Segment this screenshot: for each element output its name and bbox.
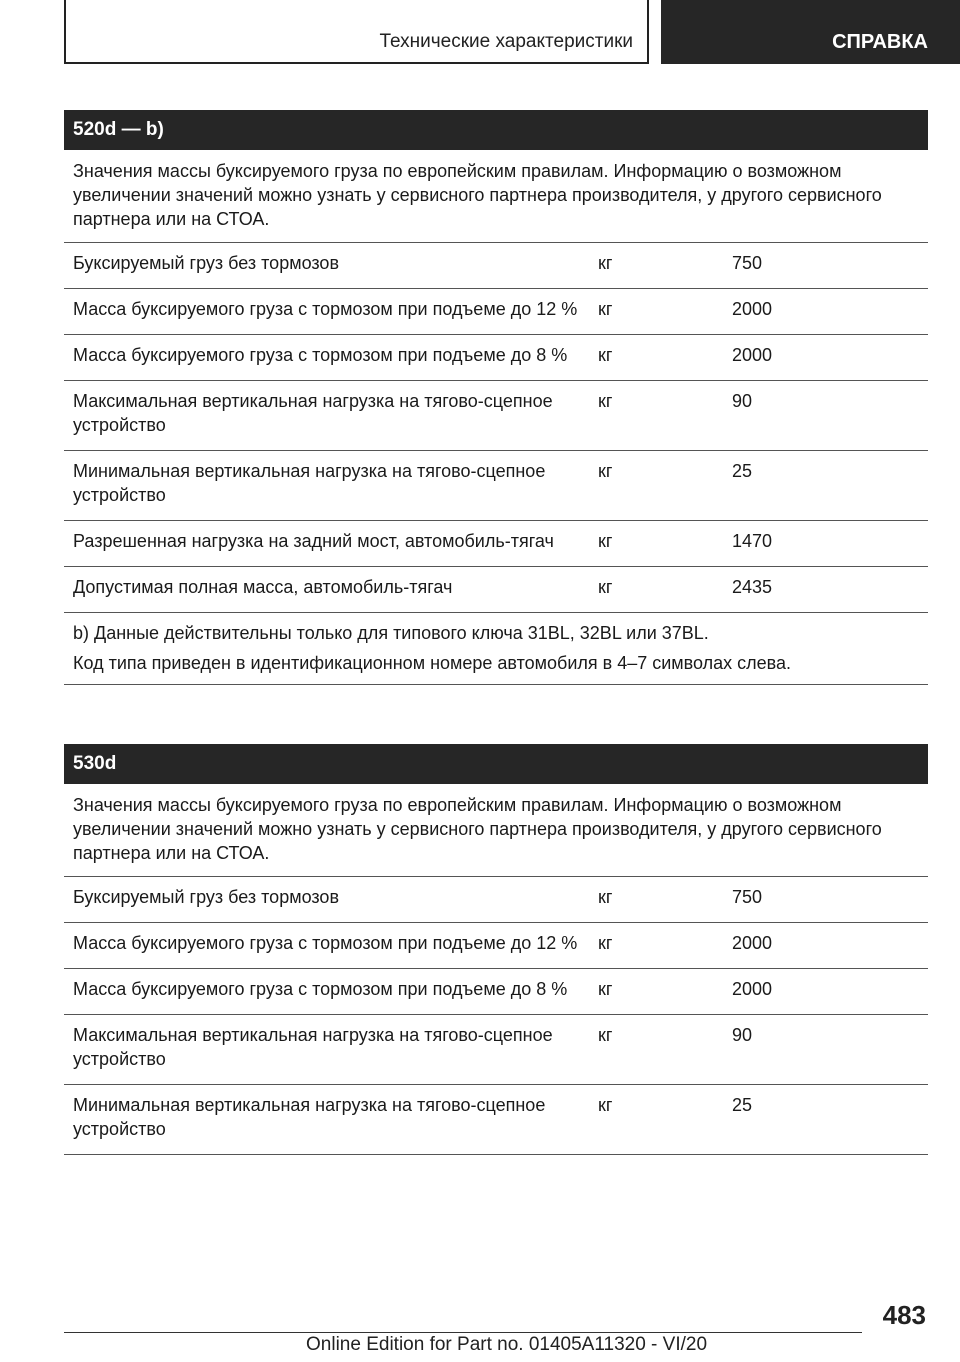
spec-label: Минимальная вертикальная нагрузка на тягово-сцепное устройство [64, 1085, 587, 1155]
section-heading: 520d — b) [64, 110, 928, 150]
table-row [64, 1015, 928, 1085]
header-chapter-tab [661, 0, 960, 64]
footer-divider [64, 1332, 862, 1333]
spec-table [64, 877, 928, 1155]
table-row [64, 335, 928, 381]
spec-table [64, 243, 928, 613]
spec-unit: кг [587, 969, 717, 1015]
header-chapter-title: СПРАВКА [832, 31, 928, 53]
spec-value: 2000 [717, 335, 928, 381]
table-row [64, 451, 928, 521]
spec-unit: кг [587, 923, 717, 969]
spec-value: 90 [717, 381, 928, 451]
spec-label: Масса буксируемого груза с тормозом при подъеме до 12 % [64, 289, 587, 335]
spec-unit: кг [587, 877, 717, 923]
table-row [64, 969, 928, 1015]
section-intro: Значения массы буксируемого груза по европейским правилам. Информацию о возможном увеличении значений можно узнать у сервисного партнера производителя, у другого сервисного партнера или на СТОА. [64, 784, 928, 877]
table-row [64, 289, 928, 335]
section-heading: 530d [64, 744, 928, 784]
spec-unit: кг [587, 521, 717, 567]
section-notes [64, 613, 928, 685]
section-intro: Значения массы буксируемого груза по европейским правилам. Информацию о возможном увеличении значений можно узнать у сервисного партнера производителя, у другого сервисного партнера или на СТОА. [64, 150, 928, 243]
spec-unit: кг [587, 567, 717, 613]
spec-value: 25 [717, 1085, 928, 1155]
table-row [64, 381, 928, 451]
page-number: 483 [882, 1300, 926, 1330]
table-row [64, 1085, 928, 1155]
spec-label: Буксируемый груз без тормозов [64, 243, 587, 289]
spec-unit: кг [587, 335, 717, 381]
spec-label: Буксируемый груз без тормозов [64, 877, 587, 923]
table-row [64, 923, 928, 969]
spec-label: Максимальная вертикальная нагрузка на тягово-сцепное устройство [64, 1015, 587, 1085]
spec-value: 2000 [717, 923, 928, 969]
table-row [64, 567, 928, 613]
spec-value: 2000 [717, 969, 928, 1015]
edition-footer: Online Edition for Part no. 01405A11320 - VI/20 [306, 1334, 708, 1355]
spec-label: Максимальная вертикальная нагрузка на тягово-сцепное устройство [64, 381, 587, 451]
spec-label: Допустимая полная масса, автомобиль-тягач [64, 567, 587, 613]
table-row [64, 243, 928, 289]
spec-value: 2435 [717, 567, 928, 613]
spec-label: Масса буксируемого груза с тормозом при подъеме до 8 % [64, 335, 587, 381]
spec-value: 25 [717, 451, 928, 521]
spec-unit: кг [587, 289, 717, 335]
spec-unit: кг [587, 381, 717, 451]
spec-label: Минимальная вертикальная нагрузка на тягово-сцепное устройство [64, 451, 587, 521]
spec-label: Разрешенная нагрузка на задний мост, автомобиль-тягач [64, 521, 587, 567]
footnote: b) Данные действительны только для типового ключа 31BL, 32BL или 37BL. [73, 623, 709, 643]
header-section-tab [64, 0, 649, 64]
spec-value: 2000 [717, 289, 928, 335]
spec-value: 750 [717, 243, 928, 289]
spec-section-520d [64, 110, 928, 685]
table-row [64, 521, 928, 567]
spec-unit: кг [587, 1015, 717, 1085]
spec-value: 90 [717, 1015, 928, 1085]
header-section-title: Технические характеристики [379, 31, 633, 52]
footnote: Код типа приведен в идентификационном номере автомобиля в 4–7 символах слева. [73, 653, 792, 673]
spec-section-530d [64, 744, 928, 1155]
spec-unit: кг [587, 243, 717, 289]
spec-label: Масса буксируемого груза с тормозом при подъеме до 12 % [64, 923, 587, 969]
spec-unit: кг [587, 451, 717, 521]
table-row [64, 877, 928, 923]
spec-value: 1470 [717, 521, 928, 567]
spec-value: 750 [717, 877, 928, 923]
spec-label: Масса буксируемого груза с тормозом при подъеме до 8 % [64, 969, 587, 1015]
spec-unit: кг [587, 1085, 717, 1155]
